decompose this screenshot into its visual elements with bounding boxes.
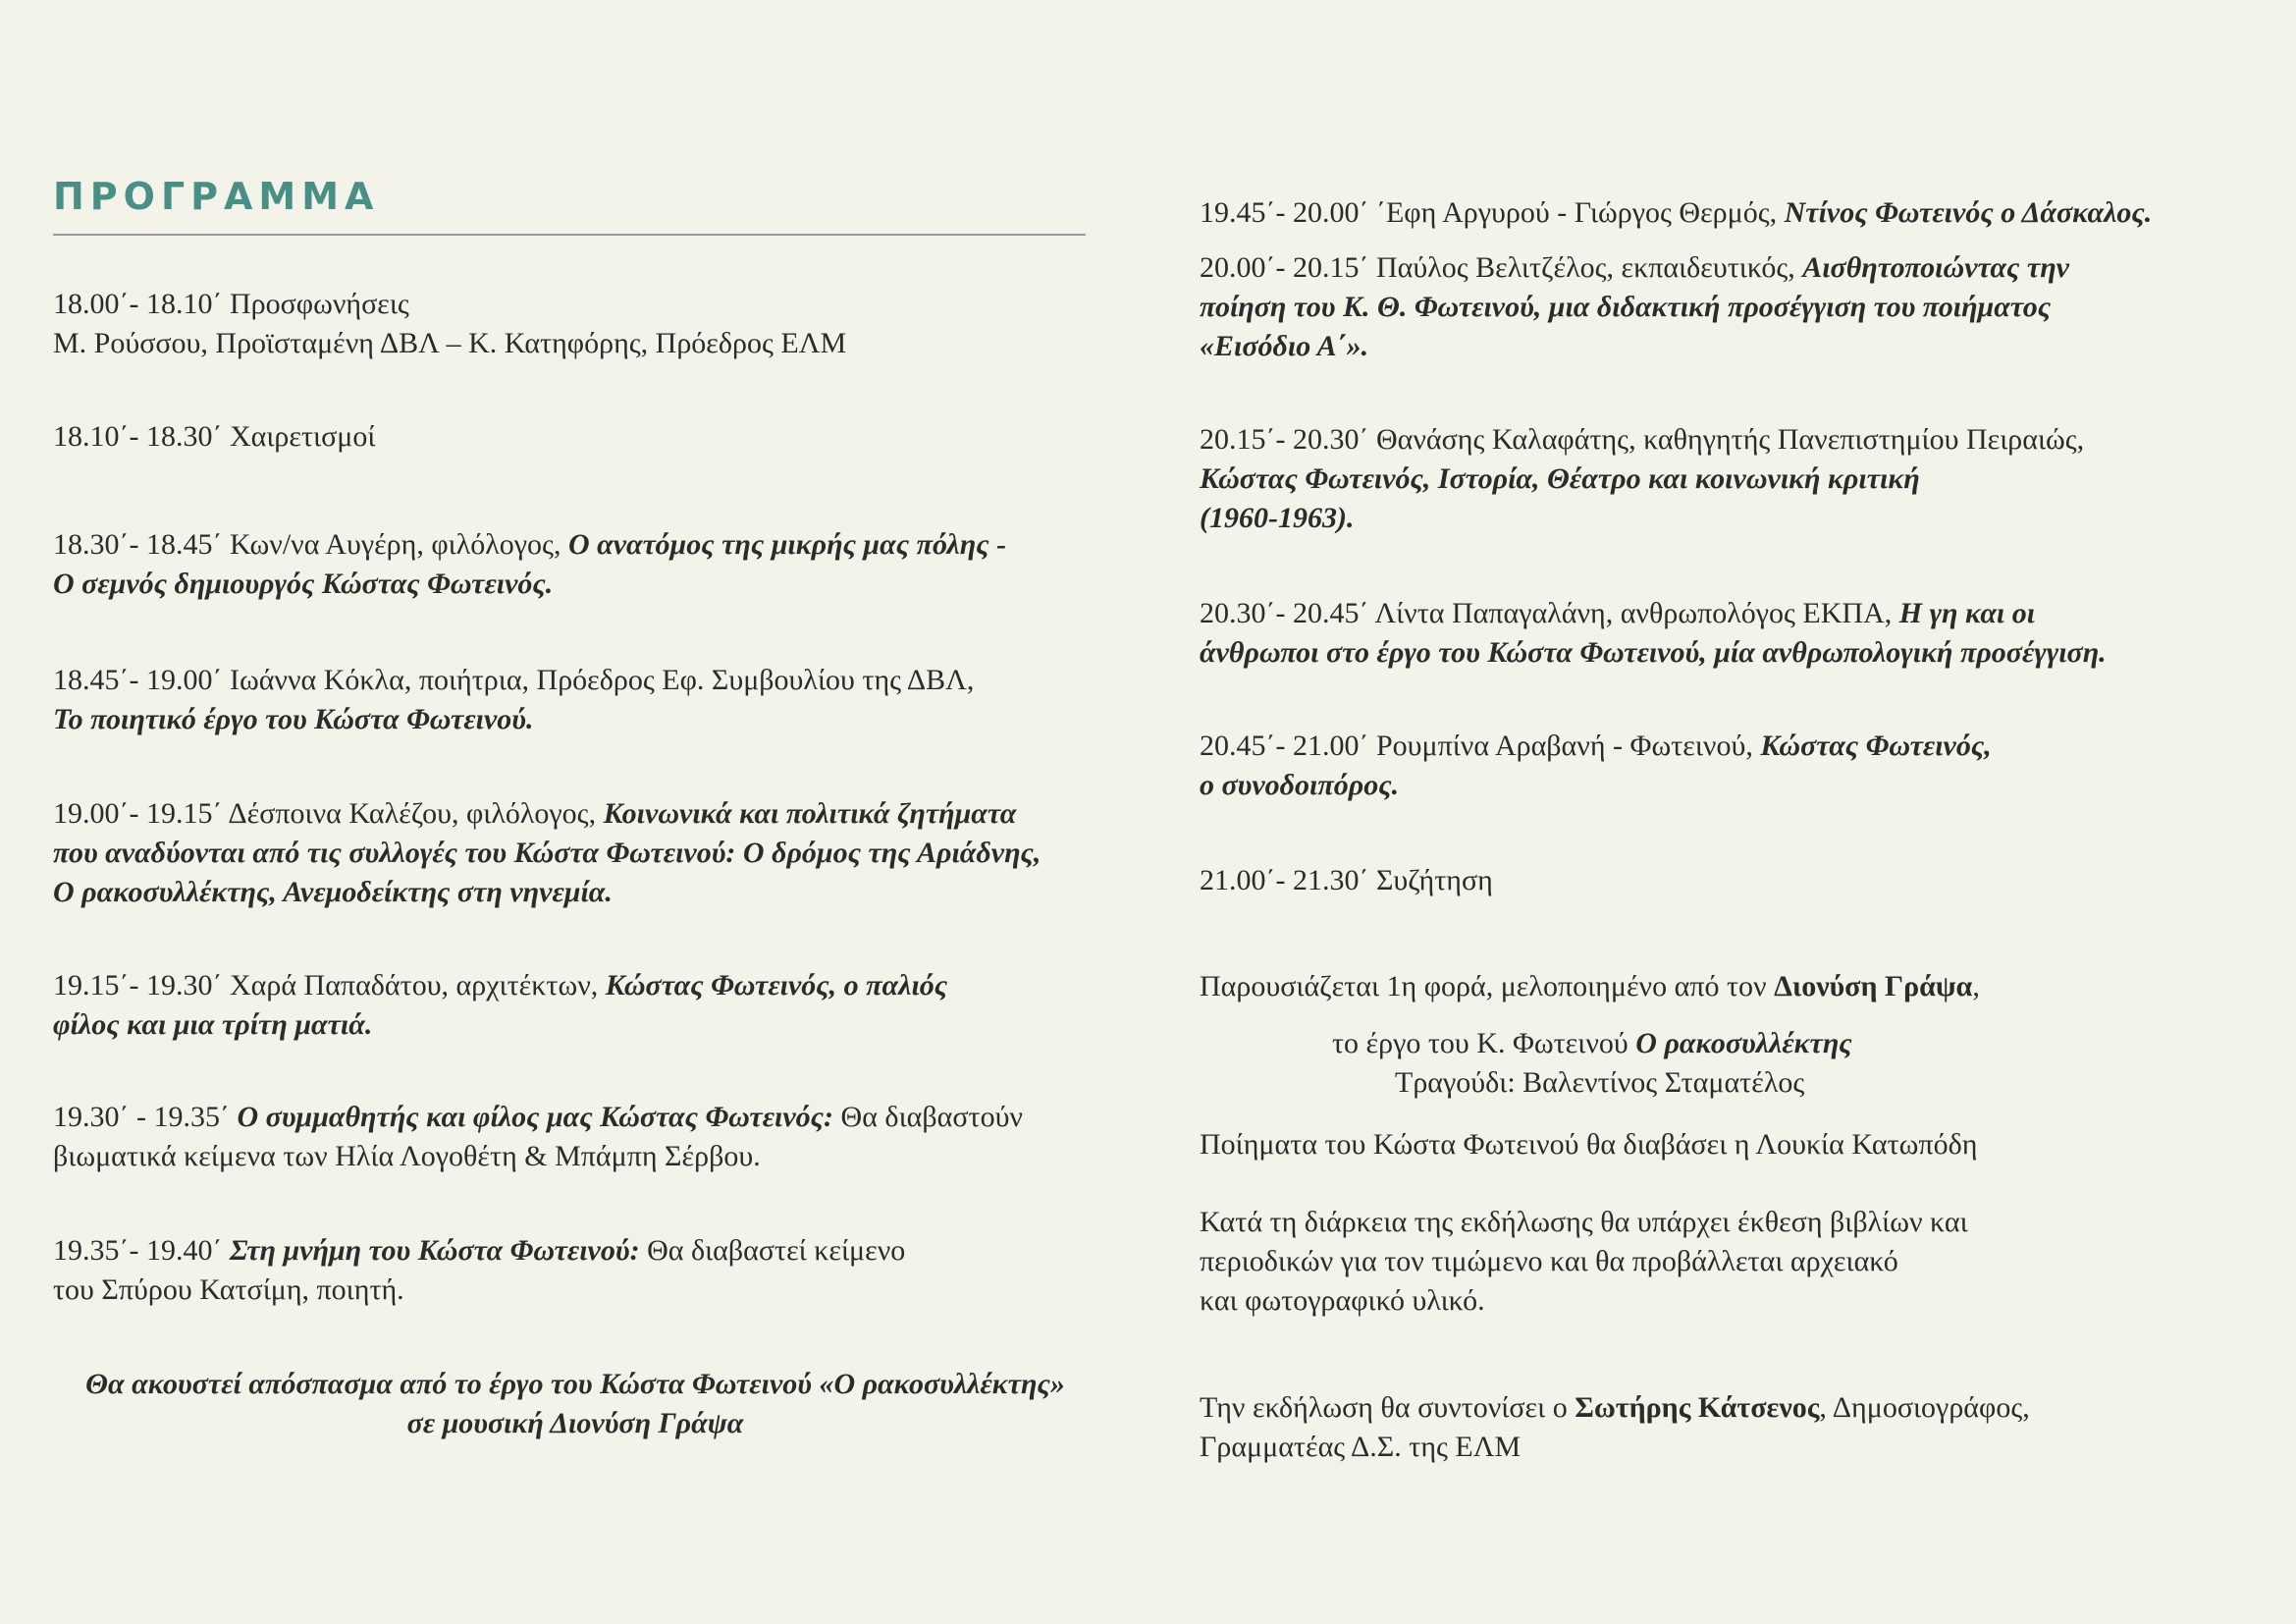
music-work-line: το έργο του Κ. Φωτεινού Ο ρακοσυλλέκτης [1332, 1027, 1852, 1059]
program-item-augeri: 18.30΄- 18.45΄ Κων/να Αυγέρη, φιλόλογος, Ο ανατόμος της μικρής μας πόλης - Ο σεμνός δημιουργός Κώστας Φωτεινός. [53, 528, 1007, 600]
program-item-kalafatis: 20.15΄- 20.30΄ Θανάσης Καλαφάτης, καθηγητής Πανεπιστημίου Πειραιώς, Κώστας Φωτεινός, Ιστορία, Θέατρο και κοινωνική κριτική (1960-1963). [1200, 423, 2085, 534]
exhibition-note: Κατά τη διάρκεια της εκδήλωσης θα υπάρχει έκθεση βιβλίων και περιοδικών για τον τιμώμενο και θα προβάλλεται αρχειακό και φωτογραφικό υλικό. [1200, 1206, 1968, 1317]
program-item-argyrou: 19.45΄- 20.00΄ ΄Εφη Αργυρού - Γιώργος Θερμός, Ντίνος Φωτεινός ο Δάσκαλος. [1200, 196, 2153, 229]
program-item-greetings: 18.10΄- 18.30΄ Χαιρετισμοί [53, 420, 376, 453]
music-song-line: Τραγούδι: Βαλεντίνος Σταματέλος [1395, 1066, 1805, 1099]
program-item-papadatou: 19.15΄- 19.30΄ Χαρά Παπαδάτου, αρχιτέκτων, Κώστας Φωτεινός, ο παλιός φίλος και μια τρίτη ματιά. [53, 969, 948, 1041]
title-underline [53, 234, 1086, 236]
program-item-discussion: 21.00΄- 21.30΄ Συζήτηση [1200, 864, 1493, 896]
music-premiere-note: Παρουσιάζεται 1η φορά, μελοποιημένο από τον Διονύση Γράψα, [1200, 970, 1980, 1002]
music-excerpt-note: Θα ακουστεί απόσπασμα από το έργο του Κώστα Φωτεινού «Ο ρακοσυλλέκτης» σε μουσική Διονύση Γράψα [85, 1368, 1065, 1439]
program-item-aravani: 20.45΄- 21.00΄ Ρουμπίνα Αραβανή - Φωτεινού, Κώστας Φωτεινός, ο συνοδοιπόρος. [1200, 730, 1992, 801]
program-item-papagalani: 20.30΄- 20.45΄ Λίντα Παπαγαλάνη, ανθρωπολόγος ΕΚΠΑ, Η γη και οι άνθρωποι στο έργο του Κώστα Φωτεινού, μία ανθρωπολογική προσέγγιση. [1200, 597, 2107, 669]
program-item-velitzelos: 20.00΄- 20.15΄ Παύλος Βελιτζέλος, εκπαιδευτικός, Αισθητοποιώντας την ποίηση του Κ. Θ. Φωτεινού, μια διδακτική προσέγγιση του ποιήματος «Εισόδιο Α΄». [1200, 251, 2069, 362]
program-item-opening: 18.00΄- 18.10΄ Προσφωνήσεις Μ. Ρούσσου, Προϊσταμένη ΔΒΛ – Κ. Κατηφόρης, Πρόεδρος ΕΛΜ [53, 288, 847, 359]
program-item-kokla: 18.45΄- 19.00΄ Ιωάννα Κόκλα, ποιήτρια, Πρόεδρος Εφ. Συμβουλίου της ΔΒΛ, Το ποιητικό έργο του Κώστα Φωτεινού. [53, 664, 975, 735]
program-item-kalezou: 19.00΄- 19.15΄ Δέσποινα Καλέζου, φιλόλογος, Κοινωνικά και πολιτικά ζητήματα που αναδύονται από τις συλλογές του Κώστα Φωτεινού: Ο δρόμος της Αριάδνης, Ο ρακοσυλλέκτης, Ανεμοδείκτης στη νηνεμία. [53, 797, 1041, 908]
poems-reading-note: Ποίηματα του Κώστα Φωτεινού θα διαβάσει η Λουκία Κατωπόδη [1200, 1128, 1978, 1161]
program-item-memory: 19.35΄- 19.40΄ Στη μνήμη του Κώστα Φωτεινού: Θα διαβαστεί κείμενο του Σπύρου Κατσίμη, ποιητή. [53, 1234, 906, 1306]
program-item-classmate: 19.30΄ - 19.35΄ Ο συμμαθητής και φίλος μας Κώστας Φωτεινός: Θα διαβαστούν βιωματικά κείμενα των Ηλία Λογοθέτη & Μπάμπη Σέρβου. [53, 1101, 1023, 1172]
page-title: ΠΡΟΓΡΑΜΜΑ [53, 175, 380, 218]
coordinator-note: Την εκδήλωση θα συντονίσει ο Σωτήρης Κάτσενος, Δημοσιογράφος, Γραμματέας Δ.Σ. της ΕΛΜ [1200, 1391, 2030, 1463]
